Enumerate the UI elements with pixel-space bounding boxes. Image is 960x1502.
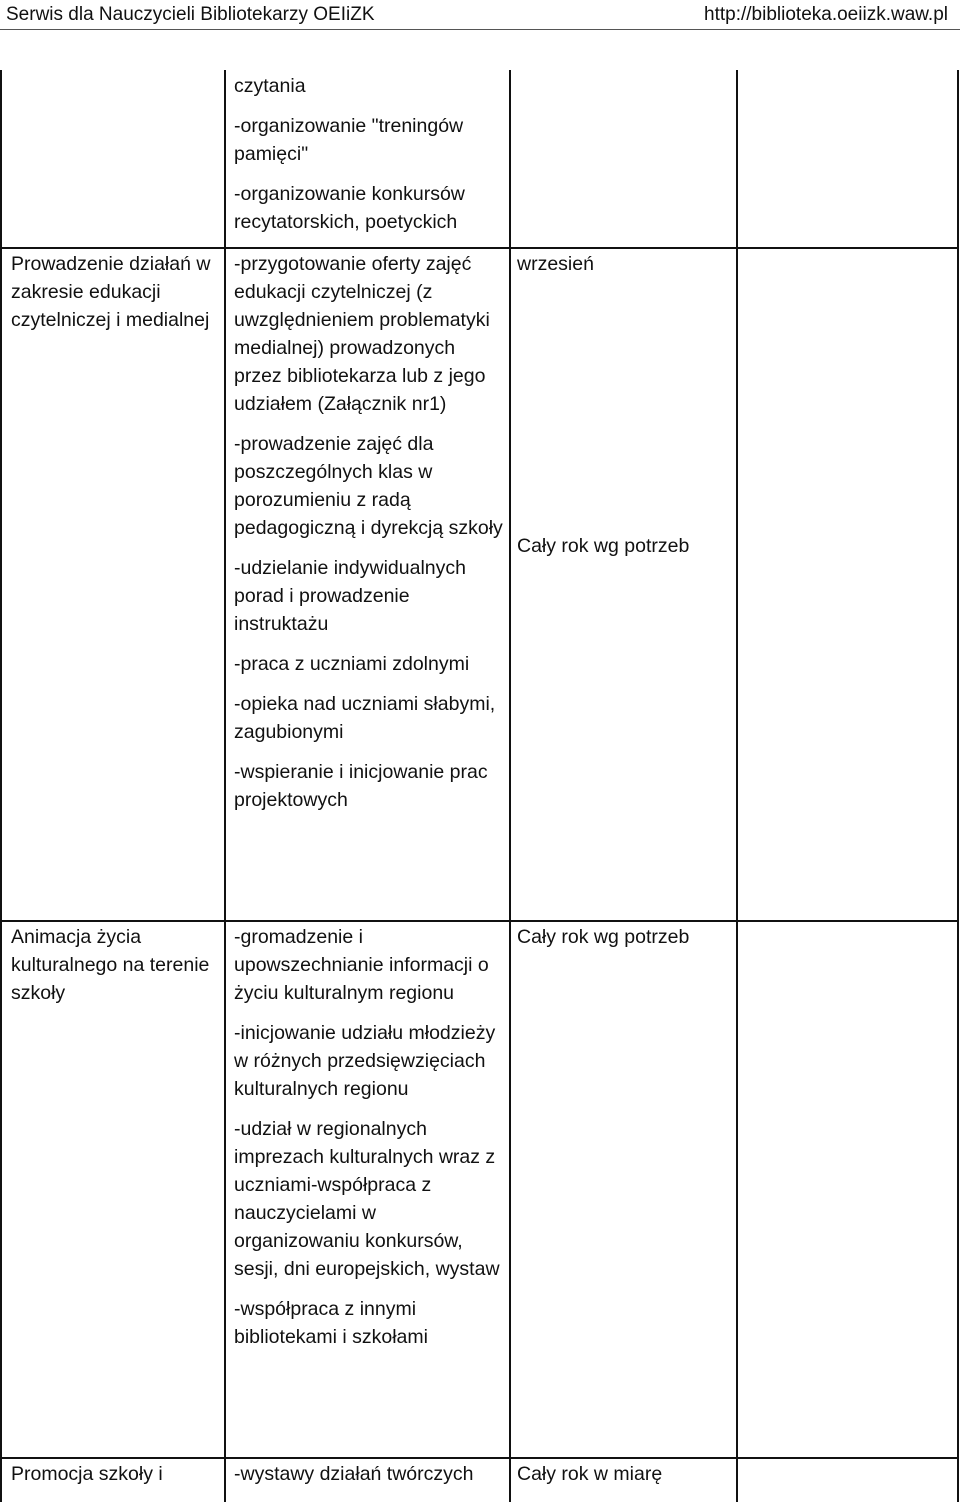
task-label: Animacja życia kulturalnego na terenie szkoły [11,926,210,1004]
task-label: Prowadzenie działań w zakresie edukacji czytelniczej i medialnej [11,253,211,331]
term-cell [517,923,737,963]
activity-item: -udział w regionalnych imprezach kulturalnych wraz z uczniami-współpraca z nauczycielami w organizowaniu konkursów, sesji, dni europejskich, wystaw [234,1118,500,1280]
activity-item: -organizowanie "treningów pamięci" [234,115,464,165]
task-cell [11,250,216,346]
task-cell [11,923,216,1019]
activity-item: -udzielanie indywidualnych porad i prowadzenie instruktażu [234,557,466,635]
table-border-left [0,70,2,1502]
column-divider-1 [224,70,226,1502]
term-label: Cały rok wg potrzeb [517,535,690,557]
table-row [234,72,506,248]
site-url[interactable]: http://biblioteka.oeiizk.waw.pl [704,3,948,25]
term-cell [517,250,737,290]
row-divider-2 [0,920,959,922]
page-header [0,0,960,30]
activities-cell [234,1460,506,1500]
activity-item: -wspieranie i inicjowanie prac projektowych [234,761,488,811]
task-cell [11,1460,216,1500]
activity-item: -opieka nad uczniami słabymi, zagubionymi [234,693,496,743]
site-title: Serwis dla Nauczycieli Bibliotekarzy OEIiZK [6,3,375,25]
table-border-right [957,70,959,1502]
term-label: wrzesień [517,253,594,275]
activity-item: -inicjowanie udziału młodzieży w różnych przedsięwzięciach kulturalnych regionu [234,1022,496,1100]
activity-item: czytania [234,75,306,97]
row-divider-3 [0,1457,959,1459]
activities-cell [234,923,506,1363]
activity-item: -praca z uczniami zdolnymi [234,653,470,675]
activity-item: -współpraca z innymi bibliotekami i szkołami [234,1298,428,1348]
activity-item: -wystawy działań twórczych [234,1463,474,1485]
activity-item: -gromadzenie i upowszechnianie informacji o życiu kulturalnym regionu [234,926,489,1004]
term-label: Cały rok wg potrzeb [517,926,690,948]
term-cell-secondary [517,532,737,572]
activity-item: -prowadzenie zajęć dla poszczególnych klas w porozumieniu z radą pedagogiczną i dyrekcją szkoły [234,433,503,539]
term-cell [517,1460,737,1500]
activity-item: -przygotowanie oferty zajęć edukacji czytelniczej (z uwzględnieniem problematyki medialnej) prowadzonych przez bibliotekarza lub z jego udziałem (Załącznik nr1) [234,253,490,415]
term-label: Cały rok w miarę [517,1463,663,1485]
column-divider-2 [509,70,511,1502]
activity-item: -organizowanie konkursów recytatorskich, poetyckich [234,183,465,233]
activities-cell [234,250,506,826]
task-label: Promocja szkoły i [11,1463,163,1485]
